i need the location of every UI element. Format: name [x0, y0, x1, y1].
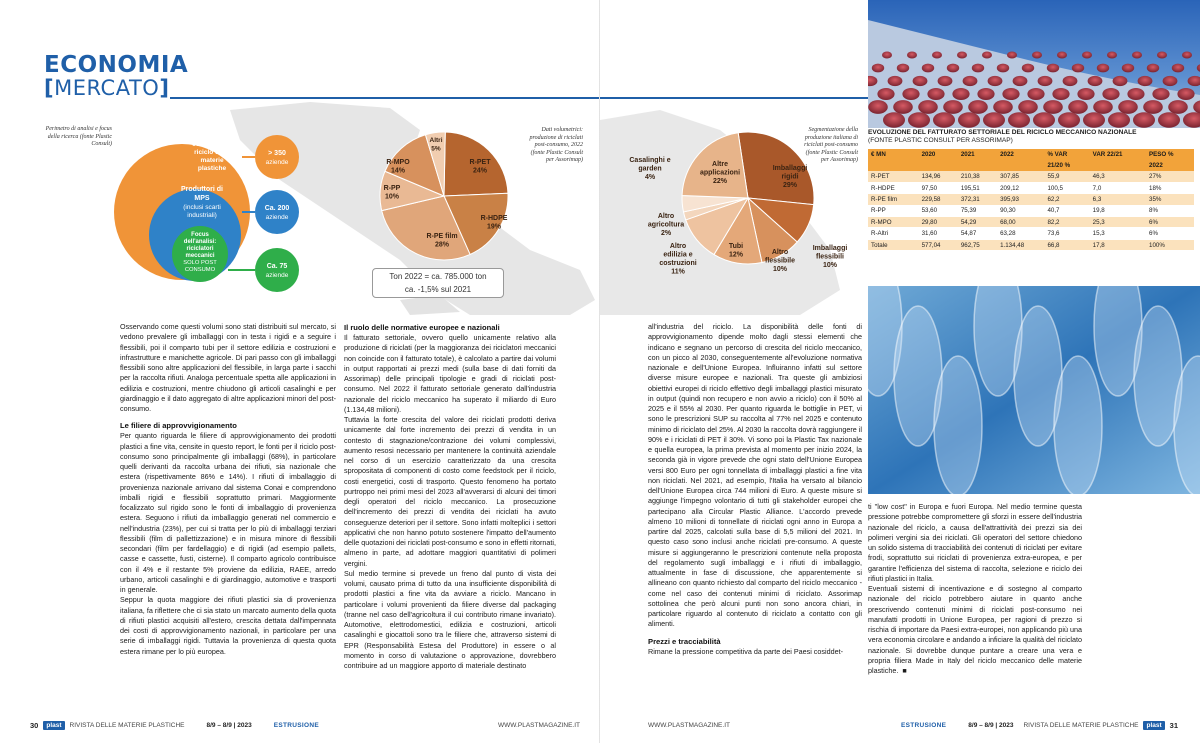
pie-label: Altre: [712, 161, 728, 168]
pie-label: R-PP: [383, 185, 401, 192]
bottle-cap: [1097, 64, 1109, 73]
svg-text:(inclusi scarti: (inclusi scarti: [183, 204, 221, 211]
pie-label: Casalinghi e: [629, 157, 671, 164]
bottle-cap: [1127, 88, 1144, 100]
table-cell: 62,2: [1044, 194, 1089, 205]
pie-label: rigidi: [781, 173, 799, 181]
bottle-cap: [1027, 88, 1044, 100]
bottle-cap: [1093, 100, 1113, 114]
bottle-cap: [882, 52, 892, 59]
bottle-cap: [897, 64, 909, 73]
diagram-outer-line1: Aziende: [199, 133, 225, 140]
svg-text:CONSUMO: CONSUMO: [184, 267, 216, 273]
article-column-2: Il ruolo delle normative europee e nazionali Il fatturato settoriale, ovvero quello unicamente relativo alla produzione di riciclati (per la maggioranza dei riciclatori meccanici non coincide con il fatturato totale), è calcolato a partire dai volumi in output rapportati ai prezzi medi (sulla base di dati forniti da Assorimap) delle principali tipologie e gradi di riciclati post-consumo. Nel 2022 il fatturato settoriale generato dall'industria nazionale del riciclo meccanico ha superato il miliardo di Euro (1.134,48 milioni). Tuttavia la forte crescita del valore dei riciclati prodotti deriva unicamente dal forte incremento dei prezzi di vendita in un contesto di stagnazione/contrazione dei volumi complessivi, aumento resosi necessario per mantenere la continuità aziendale nel corso di un esercizio caratterizzato da una crescita spropositata di componenti di costo come feedstock per il riciclo, costi energetici, costi di trasporto. Questo fenomeno ha portato purtroppo nei primi mesi del 2023 all'avverarsi di alcuni dei timori degli operatori del riciclo meccanico. La prosecuzione dell'incremento dei prezzi di vendita dei riciclati ha avuto conseguenze deteriori per il settore. Sono infatti molteplici i settori applicativi che non hanno potuto sostenere l'impatto dell'aumento delle quotazioni dei riciclati post-consumo e sono in effetti ritornati, almeno in parte, ad adottare maggiori quantitativi di polimeri vergini. Sul medio termine si prevede un freno dal punto di vista dei volumi, causato prima di tutto da una insufficiente disponibilità di prodotti plastici a fine vita da avviare a riciclo. Mancano in particolare i volumi provenienti da filiere diverse dal packaging (tranne nel caso dell'agricoltura il cui contributo rimane invariato). Automotive, elettrodomestici, edilizia e costruzioni, articoli casalinghi e giocattoli sono tra le filiere che, attraverso sistemi di EPR (Responsabilità Estesa del Produttore) in essere o al momento in corso di valutazione o approvazione, dovrebbero contribuire ad un maggiore apporto di materiale destinato: [344, 323, 556, 670]
table-cell: 55,9: [1044, 171, 1089, 182]
caption-volumetrici: Dati volumetrici: produzione di riciclati post-consumo, 2022 (fonte Plastic Consult per Assorimap): [529, 127, 583, 163]
bottle-cap: [997, 64, 1009, 73]
bottle-cap: [1133, 112, 1155, 127]
bottle-cap: [947, 64, 959, 73]
bottle-cap: [1052, 88, 1069, 100]
table-cell: 195,51: [958, 182, 997, 193]
bottle-cap: [922, 64, 934, 73]
bottle-cap: [1032, 52, 1042, 59]
page-number-left: 30: [30, 720, 39, 730]
table-cell: 19,8: [1090, 205, 1146, 216]
svg-text:riciclo delle: riciclo delle: [194, 149, 230, 156]
table-cell: 35%: [1146, 194, 1194, 205]
svg-text:Focus: Focus: [191, 232, 209, 238]
table-cell: 210,38: [958, 171, 997, 182]
caption-segmentazione: Segmentazione della produzione italiana di riciclati post-consumo (fonte Plastic Consult per Assorimap): [804, 127, 858, 163]
bottle-cap: [958, 112, 980, 127]
table-cell: 7,0: [1090, 182, 1146, 193]
bottle-cap: [1013, 76, 1028, 86]
table-cell: 15,3: [1090, 228, 1146, 239]
svg-text:materie: materie: [200, 157, 224, 164]
bottle-cap: [977, 88, 994, 100]
table-cell: 31,60: [919, 228, 958, 239]
bottle-cap: [963, 76, 978, 86]
table-cell: 73,6: [1044, 228, 1089, 239]
pie-label: 4%: [644, 174, 656, 181]
pie-label: agricoltura: [647, 221, 685, 229]
bottle-cap: [957, 52, 967, 59]
table-cell: 6%: [1146, 217, 1194, 228]
page-number-right: 31: [1169, 720, 1178, 730]
revenue-table: [868, 149, 1194, 251]
pie-label: Imballaggi: [812, 245, 848, 252]
table-title: EVOLUZIONE DEL FATTURATO SETTORIALE DEL RICICLO MECCANICO NAZIONALE (FONTE PLASTIC CONSULT PER ASSORIMAP): [868, 129, 1137, 144]
bottle-cap: [1143, 100, 1163, 114]
header-rule: [170, 97, 600, 99]
table-cell: 54,29: [958, 217, 997, 228]
bottle-cap: [1007, 52, 1017, 59]
bottle-cap: [1072, 64, 1084, 73]
table-header-row-2: 21/20 % 2022: [868, 160, 1194, 171]
table-cell: 134,96: [919, 171, 958, 182]
bottle-cap: [1177, 88, 1194, 100]
table-cell: 8%: [1146, 205, 1194, 216]
table-cell: 46,3: [1090, 171, 1146, 182]
table-cell: 40,7: [1044, 205, 1089, 216]
table-cell: R-PE film: [868, 194, 919, 205]
heading-normative: Il ruolo delle normative europee e nazionali: [344, 323, 500, 332]
table-row: [868, 182, 1194, 193]
bottle-cap: [1038, 76, 1053, 86]
table-cell: 1.134,48: [997, 239, 1044, 250]
bottle-cap: [1132, 52, 1142, 59]
svg-text:meccanici: meccanici: [185, 253, 215, 259]
svg-text:> 350: > 350: [268, 150, 286, 157]
svg-text:coinvolte nel: coinvolte nel: [192, 141, 232, 148]
pie-label: applicazioni: [699, 169, 741, 177]
pie-label: edilizia e: [663, 251, 693, 259]
plast-logo: plast: [43, 721, 64, 730]
table-cell: 100%: [1146, 239, 1194, 250]
pie-label: Tubi: [728, 243, 744, 250]
bottle-cap: [1022, 64, 1034, 73]
table-row: [868, 205, 1194, 216]
pie-label: 5%: [431, 145, 441, 153]
pie-label: Altro: [657, 213, 675, 220]
bottle-cap: [1018, 100, 1038, 114]
bottle-cap: [877, 88, 894, 100]
table-cell: 17,8: [1090, 239, 1146, 250]
pie-label: 12%: [728, 251, 744, 259]
table-cell: 66,8: [1044, 239, 1089, 250]
bottle-cap: [907, 52, 917, 59]
volume-annotation-box: Ton 2022 = ca. 785.000 ton ca. -1,5% sul 2021: [372, 268, 504, 298]
table-cell: 25,3: [1090, 217, 1146, 228]
bottle-cap: [972, 64, 984, 73]
bottle-cap: [1063, 76, 1078, 86]
pie-label: Imballaggi: [772, 165, 808, 172]
svg-text:Produttori di: Produttori di: [181, 186, 223, 193]
table-cell: 53,60: [919, 205, 958, 216]
bottle-cap: [943, 100, 963, 114]
bottle-cap: [908, 112, 930, 127]
table-cell: Totale: [868, 239, 919, 250]
footer-left: 30 plast RIVISTA DELLE MATERIE PLASTICHE 8/9 – 8/9 | 2023 ESTRUSIONE WWW.PLASTMAGAZINE.IT: [30, 720, 580, 730]
bottle-shape: [1054, 356, 1102, 494]
header-rule-right: [600, 97, 868, 99]
table-cell: 54,87: [958, 228, 997, 239]
bottle-cap: [1102, 88, 1119, 100]
pie-label: R-HDPE: [480, 215, 508, 222]
pie-label: 28%: [434, 241, 450, 249]
table-row: [868, 171, 1194, 182]
svg-text:dell'analisi:: dell'analisi:: [183, 239, 217, 245]
section-subtitle: [MERCATO]: [44, 76, 170, 100]
caption-perimetro: Perimetro di analisi e focus della ricerca (fonte Plastic Consult): [45, 126, 112, 147]
pie-label: Altro: [771, 249, 789, 256]
table-cell: 100,5: [1044, 182, 1089, 193]
bottle-cap: [982, 52, 992, 59]
pie-label: 22%: [712, 178, 728, 185]
bottle-cap: [1172, 64, 1184, 73]
svg-text:Ca. 75: Ca. 75: [266, 263, 288, 270]
bottle-cap: [1147, 64, 1159, 73]
footer-right: WWW.PLASTMAGAZINE.IT ESTRUSIONE 8/9 – 8/9 | 2023 RIVISTA DELLE MATERIE PLASTICHE plast 31: [648, 720, 1178, 730]
bottle-cap: [983, 112, 1005, 127]
pie-label: Altri: [429, 137, 443, 144]
bottle-cap: [1138, 76, 1153, 86]
table-cell: 229,58: [919, 194, 958, 205]
bottle-cap: [893, 100, 913, 114]
bottle-cap: [1118, 100, 1138, 114]
bottle-cap: [1108, 112, 1130, 127]
table-cell: 209,12: [997, 182, 1044, 193]
svg-text:SOLO POST: SOLO POST: [183, 260, 217, 266]
table-header-row: € MN 2020 2021 2022 % VAR VAR 22/21 PESO %: [868, 149, 1194, 160]
pie-label: 10%: [772, 266, 788, 273]
bottle-cap: [872, 64, 884, 73]
bottle-cap: [988, 76, 1003, 86]
pie-label: garden: [638, 165, 662, 173]
svg-text:Ca. 200: Ca. 200: [264, 205, 290, 212]
bottle-cap: [938, 76, 953, 86]
bottle-cap: [1043, 100, 1063, 114]
pie-label: 24%: [472, 167, 488, 175]
svg-text:industriali): industriali): [187, 212, 217, 219]
table-cell: 395,93: [997, 194, 1044, 205]
table-cell: R-PP: [868, 205, 919, 216]
svg-text:riciclatori: riciclatori: [186, 246, 214, 252]
pie-label: R-MPO: [386, 159, 410, 166]
table-cell: R-HDPE: [868, 182, 919, 193]
bottle-cap: [1107, 52, 1117, 59]
table-cell: 75,39: [958, 205, 997, 216]
table-row: [868, 194, 1194, 205]
bottle-cap: [913, 76, 928, 86]
bottle-cap: [932, 52, 942, 59]
table-cell: 68,00: [997, 217, 1044, 228]
bottle-cap: [1168, 100, 1188, 114]
heading-prezzi: Prezzi e tracciabilità: [648, 636, 721, 646]
table-cell: R-Altri: [868, 228, 919, 239]
article-column-1: Osservando come questi volumi sono stati distribuiti sul mercato, si vedono prevalere gli imballaggi con in testa i rigidi e a seguire i flessibili, poi il comparto tubi per il settore edilizia e costruzioni e infrastrutture e manichette agricole. Di pari passo con gli imballaggi flessibili sono altre applicazioni del flessibile, in larga parte i sacchi per la raccolta rifiuti. Analoga percentuale spetta alle applicazioni in edilizia e costruzioni, mentre chiudono gli articoli casalinghi e per giardinaggio e il dato aggregato di altre applicazioni minori del post-consumo. Le filiere di approvvigionamento Per quanto riguarda le filiere di approvvigionamento dei prodotti plastici a fine vita, censite in questo report, le fonti per il riciclo post-consumo sono principalmente gli imballaggi (68%), in particolare quelli derivanti da raccolta urbana dei rifiuti, sia nazionale che estera (rispettivamente 86% e 14%). I rifiuti di imballaggio di provenienza nazionale arrivano dal sistema Conai e comprendono imballi rigidi e flessibili soprattutto primari. Maggiormente focalizzato sul rigido sono le fonti di imballaggio di provenienza estera. Seguono i rifiuti da imballaggio generati nel commercio e nell'industria (23%), per cui si tratta per lo più di imballaggi terziari flessibili (film di pallettizzazione) e in misura minore di flessibili secondari (film per fardellaggio) e di rigidi (ad esempio pallets, casse e cassette, fusti, cisterne). Il comparto agricolo contribuisce con il 4% e il restante 5% proviene da edilizia, RAEE, arredo urbano, articoli casalinghi e di giardinaggio, automotive e trasporti in generale. Seppur la quota maggiore dei rifiuti plastici sia di provenienza italiana, fa riflettere che ci sia stato un marcato aumento della quota di rifiuti plastici acquisiti all'estero, crescita dettata dall'impennata dei costi di approvvigionamento nazionali, in particolare per una serie di imballaggi rigidi. Tuttavia la provenienza di questa quota estera rimane per lo più europea.: [120, 322, 336, 656]
heading-filiere: Le filiere di approvvigionamento: [120, 421, 237, 431]
pie-label: costruzioni: [659, 260, 697, 267]
table-row: [868, 217, 1194, 228]
pie-label: 19%: [486, 223, 502, 231]
bottles-photo-top: [868, 0, 1200, 128]
bottle-cap: [927, 88, 944, 100]
bottle-cap: [1122, 64, 1134, 73]
bottle-cap: [1077, 88, 1094, 100]
bottle-cap: [1083, 112, 1105, 127]
table-row: [868, 239, 1194, 250]
bottle-cap: [902, 88, 919, 100]
bottle-cap: [1088, 76, 1103, 86]
bottle-cap: [1057, 52, 1067, 59]
table-cell: 6,3: [1090, 194, 1146, 205]
bottle-cap: [1158, 112, 1180, 127]
footer-web-right[interactable]: WWW.PLASTMAGAZINE.IT: [648, 721, 730, 729]
bottle-cap: [968, 100, 988, 114]
section-title: ECONOMIA: [44, 52, 189, 78]
pie-label: R-PE film: [426, 233, 458, 240]
svg-text:MPS: MPS: [194, 195, 210, 202]
table-cell: 29,80: [919, 217, 958, 228]
bottle-cap: [933, 112, 955, 127]
table-cell: 27%: [1146, 171, 1194, 182]
table-cell: 63,28: [997, 228, 1044, 239]
pie-label: R-PET: [469, 159, 491, 166]
article-column-4: ti "low cost" in Europa e fuori Europa. Nel medio termine questa pressione potrebbe compromettere gli sforzi in essere dell'industria nazionale del riciclo, a causa dell'attrattività dei prezzi sia dei polimeri vergini sia dei riciclati. Gli operatori del settore chiedono un solido sistema di tracciabilità dei contenuti di riciclati per evitare frodi, soprattutto sui riciclati di provenienza extra-europea, e per garantire l'efficienza del sistema di raccolta, selezione e riciclo dei rifiuti plastici in Italia. Eventuali sistemi di incentivazione e di sostegno al comparto nazionale del riciclo potrebbero aiutare in quanto anche prescrivendo contenuti minimi di riciclati post-consumo nei manufatti prodotti in Unione Europea, per ragioni di prezzo si rischia di importare da Paesi extra-europei, non applicando più una vera economia circolare e andando a inficiare la qualità del riciclato nazionale. Si dovrebbe dunque puntare a creare una vera e propria filiera Made in Italy del riciclo meccanico delle materie plastiche. ■: [868, 502, 1082, 675]
pie-label: 14%: [390, 167, 406, 175]
table-cell: 90,30: [997, 205, 1044, 216]
end-mark: ■: [902, 666, 907, 675]
perimeter-diagram: [112, 127, 312, 307]
bottle-cap: [1113, 76, 1128, 86]
bottle-cap: [883, 112, 905, 127]
table-row: [868, 228, 1194, 239]
bottle-cap: [868, 100, 888, 114]
pie-chart-volumes: [372, 128, 522, 263]
bottle-cap: [1068, 100, 1088, 114]
bottle-cap: [1082, 52, 1092, 59]
bottle-cap: [1152, 88, 1169, 100]
pie-label: 29%: [782, 182, 798, 189]
table-cell: 6%: [1146, 228, 1194, 239]
pie-label: 10%: [384, 193, 400, 201]
bottle-cap: [993, 100, 1013, 114]
pie-label: 10%: [822, 262, 838, 269]
bottle-cap: [1033, 112, 1055, 127]
svg-text:plastiche: plastiche: [197, 165, 227, 172]
svg-text:aziende: aziende: [265, 272, 289, 279]
bottles-photo-bottom: [868, 286, 1200, 494]
bottle-cap: [1008, 112, 1030, 127]
bottle-cap: [1157, 52, 1167, 59]
bottle-cap: [1002, 88, 1019, 100]
table-cell: 372,31: [958, 194, 997, 205]
pie-label: flessibile: [765, 257, 795, 265]
bottle-cap: [1182, 52, 1192, 59]
table-cell: 307,85: [997, 171, 1044, 182]
bottle-cap: [1058, 112, 1080, 127]
table-cell: 18%: [1146, 182, 1194, 193]
bottle-cap: [1047, 64, 1059, 73]
bottle-cap: [952, 88, 969, 100]
table-cell: R-MPO: [868, 217, 919, 228]
table-cell: 577,04: [919, 239, 958, 250]
plast-logo-right: plast: [1143, 721, 1164, 730]
bottle-cap: [918, 100, 938, 114]
table-cell: 97,50: [919, 182, 958, 193]
pie-label: 2%: [660, 230, 672, 237]
table-cell: 82,2: [1044, 217, 1089, 228]
svg-text:aziende: aziende: [265, 214, 289, 221]
pie-label: Altro: [669, 243, 687, 250]
bottle-shape: [934, 356, 982, 494]
table-cell: R-PET: [868, 171, 919, 182]
pie-label: 11%: [671, 268, 685, 276]
table-cell: 962,75: [958, 239, 997, 250]
article-column-3: all'industria del riciclo. La disponibilità delle fonti di approvvigionamento dipende molto dagli stessi elementi che indicano e segnano un percorso di crescita del riciclo meccanico, con un picco al 2030, conseguentemente all'evoluzione normativa nazionale e dell'Unione Europea. Influiranno infatti sul settore diverse misure europee e nazionali. Tra queste gli ambiziosi obiettivi europei di riciclo effettivo degli imballaggi plastici misurato in output (quindi non recupero e non avvio a riciclo) con il 50% al 2025 e il 55% al 2030. Per quanto riguarda le bottiglie in PET, vi sono le prescrizioni SUP su raccolta al 77% nel 2025 e contenuto minimo di riciclato del 25%. Al 2030 la raccolta dovrà raggiungere il 90% e i riciclati di PET il 30%. Vi sono poi la Plastic Tax nazionale e quella europea, la prima prevista al momento per inizio 2024, la seconda già in vigore prevede che ogni stato dell'Unione Europea versi 800 Euro per ogni tonnellata di imballaggi plastici a fine vita non riciclati. Nel 2021, ad esempio, l'Italia ha versato al bilancio dell'Unione Europea circa 744 milioni di Euro. A queste misure si aggiunge l'impegno volontario di tutti gli stakeholder europei che partecipano alla Circular Plastic Alliance. L'accordo prevede almeno 10 milioni di tonnellate di riciclati ogni anno in Europa a partire dal 2025, calcolati sulla base di 5,5 milioni del 2021. In questo caso sono inclusi anche riciclati pre-consumo. A queste misure si aggiungeranno le prescrizioni contenute nella proposta del regolamento sugli imballaggi e i rifiuti di imballaggio, attualmente in fase di discussione, che apparentemente si allineano con quanto richiesto dal comparto del riciclo meccanico - come nel caso dei contenuti minimi di riciclato. Assorimap sottolinea che però alcuni punti non sono ancora chiari, in particolare riguardo al contenuto di riciclato a contatto con gli alimenti. Prezzi e tracciabilità Rimane la pressione competitiva da parte dei Paesi cosiddet-: [648, 322, 862, 656]
footer-web-left[interactable]: WWW.PLASTMAGAZINE.IT: [498, 721, 580, 729]
bottle-cap: [1163, 76, 1178, 86]
pie-label: flessibili: [815, 253, 845, 261]
bottle-cap: [888, 76, 903, 86]
svg-text:aziende: aziende: [265, 159, 289, 166]
